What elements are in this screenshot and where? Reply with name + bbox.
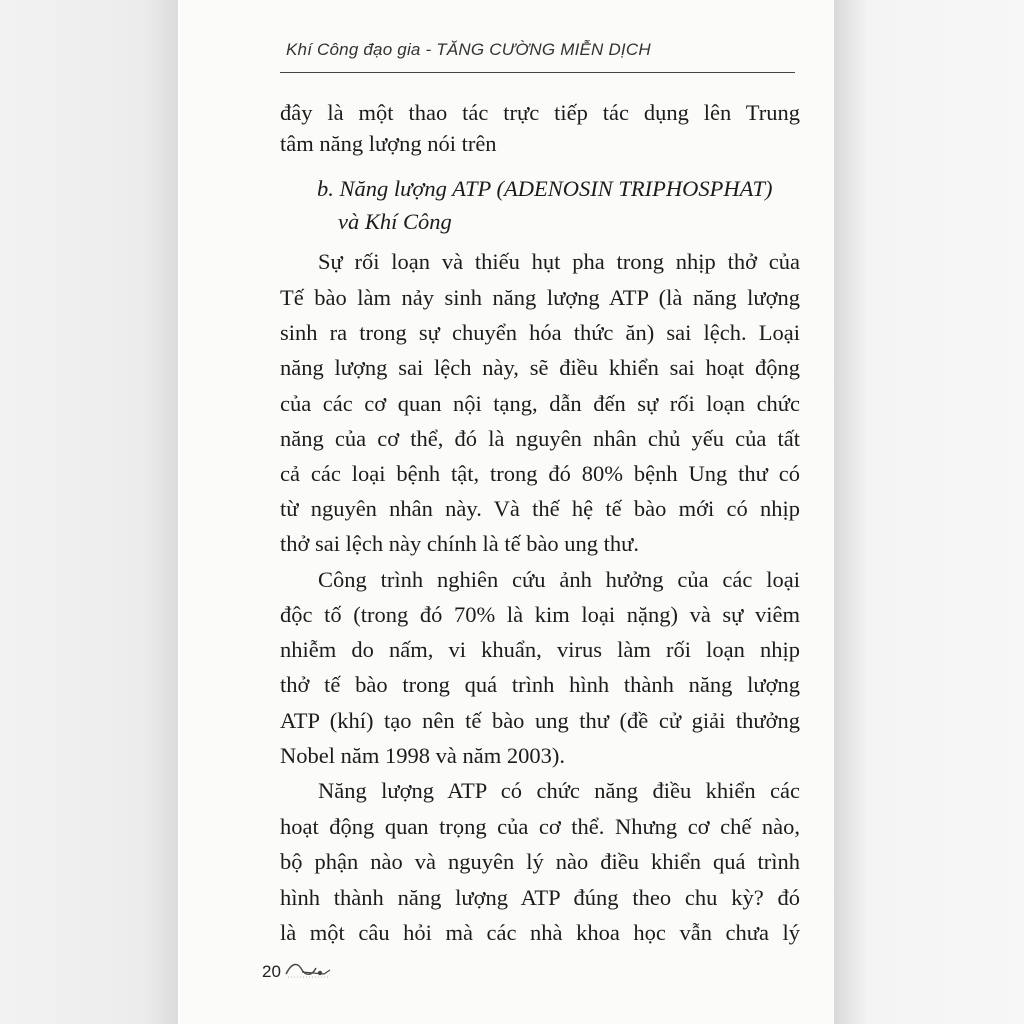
text-line: là một câu hỏi mà các nhà khoa học vẫn chưa lý [280, 920, 800, 945]
text-line: nhiễm do nấm, vi khuẩn, virus làm rối loạn nhịp [280, 637, 800, 662]
text-line: thở tế bào trong quá trình hình thành năng lượng [280, 672, 800, 697]
page-number: 20 [262, 962, 281, 981]
text-line: năng lượng sai lệch này, sẽ điều khiển sai hoạt động [280, 355, 800, 380]
text-line: cả các loại bệnh tật, trong đó 80% bệnh Ung thư có [280, 461, 800, 486]
text-line: Tế bào làm nảy sinh năng lượng ATP (là năng lượng [280, 285, 800, 310]
running-head: Khí Công đạo gia - TĂNG CƯỜNG MIỄN DỊCH [286, 40, 651, 59]
text-line: tâm năng lượng nói trên [280, 131, 497, 156]
text-line: Nobel năm 1998 và năm 2003). [280, 743, 565, 768]
text-line: Công trình nghiên cứu ảnh hưởng của các loại [318, 567, 800, 592]
scan-margin-right [834, 0, 1024, 1024]
text-line: sinh ra trong sự chuyển hóa thức ăn) sai lệch. Loại [280, 320, 800, 345]
wave-ornament-icon [284, 956, 334, 980]
text-line: Sự rối loạn và thiếu hụt pha trong nhịp thở của [318, 249, 800, 274]
text-line: bộ phận nào và nguyên lý nào điều khiển quá trình [280, 849, 800, 874]
text-line: ATP (khí) tạo nên tế bào ung thư (đề cử giải thưởng [280, 708, 800, 733]
text-line: năng của cơ thể, đó là nguyên nhân chủ yếu của tất [280, 426, 800, 451]
text-line: đây là một thao tác trực tiếp tác dụng lên Trung [280, 100, 800, 125]
text-line: độc tố (trong đó 70% là kim loại nặng) và sự viêm [280, 602, 800, 627]
text-line: hoạt động quan trọng của cơ thể. Nhưng cơ chế nào, [280, 814, 800, 839]
text-line: thở sai lệch này chính là tế bào ung thư. [280, 531, 640, 556]
text-line: từ nguyên nhân này. Và thế hệ tế bào mới có nhịp [280, 496, 800, 521]
text-line: Năng lượng ATP có chức năng điều khiển các [318, 778, 800, 803]
text-line: hình thành năng lượng ATP đúng theo chu kỳ? đó [280, 885, 800, 910]
scan-margin-left [0, 0, 178, 1024]
section-heading-line2: và Khí Công [338, 209, 452, 234]
section-heading-line1: b. Năng lượng ATP (ADENOSIN TRIPHOSPHAT) [317, 176, 773, 201]
text-line: của các cơ quan nội tạng, dẫn đến sự rối loạn chức [280, 391, 800, 416]
header-rule [280, 72, 795, 73]
